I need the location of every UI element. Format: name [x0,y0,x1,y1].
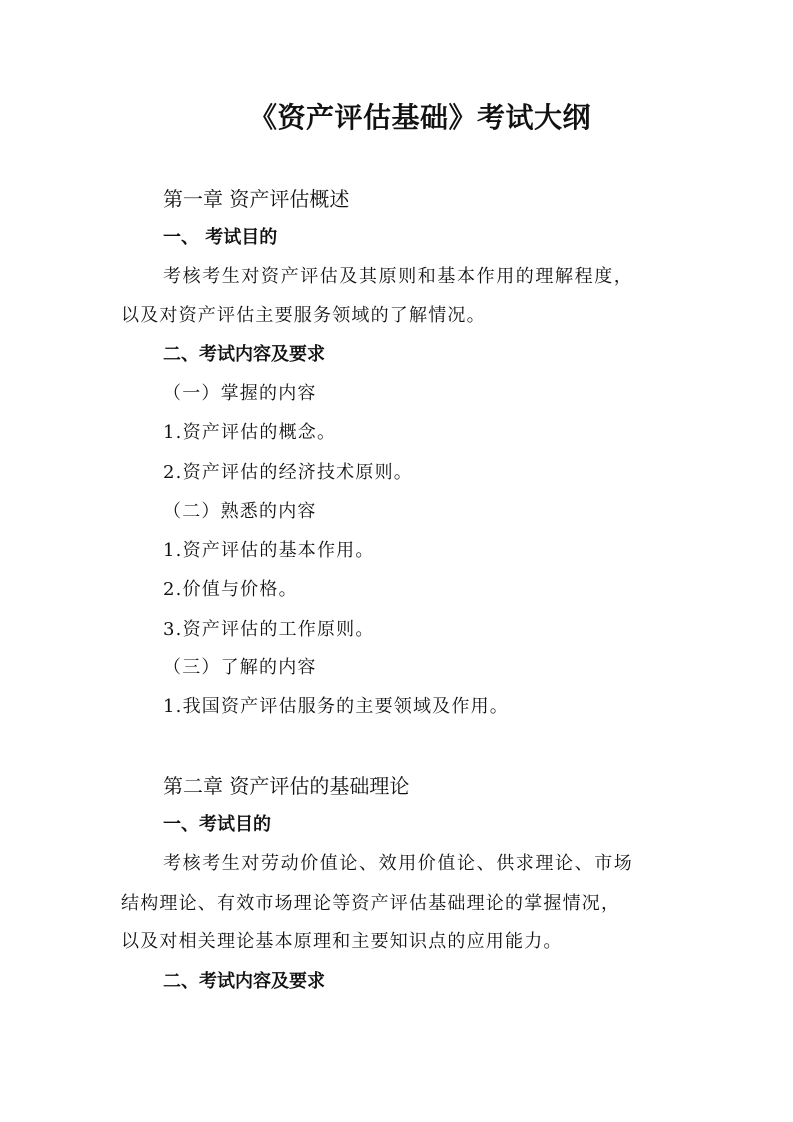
chapter-1-master-item: 1.资产评估的概念。 [163,422,337,443]
chapter-1-heading: 第一章 资产评估概述 [163,187,350,211]
chapter-2-purpose-text-line-2: 结构理论、有效市场理论等资产评估基础理论的掌握情况， [121,893,621,914]
chapter-1-master-heading: （一）掌握的内容 [163,383,317,404]
chapter-1-purpose-text-line-1: 考核考生对资产评估及其原则和基本作用的理解程度， [163,266,634,287]
chapter-2-purpose-text-line-1: 考核考生对劳动价值论、效用价值论、供求理论、市场 [163,853,634,874]
chapter-2-purpose-text-line-3: 以及对相关理论基本原理和主要知识点的应用能力。 [121,931,563,952]
chapter-1-familiar-item: 2.价值与价格。 [163,579,298,600]
chapter-1-understand-heading: （三）了解的内容 [163,657,317,678]
chapter-1-understand-item: 1.我国资产评估服务的主要领域及作用。 [163,696,509,717]
chapter-1-purpose-heading: 一、 考试目的 [163,227,278,248]
chapter-2-heading: 第二章 资产评估的基础理论 [163,774,410,798]
chapter-2-purpose-heading: 一、考试目的 [163,814,271,835]
chapter-2-content-heading: 二、考试内容及要求 [163,971,325,992]
chapter-1-purpose-text-line-2: 以及对资产评估主要服务领域的了解情况。 [121,305,486,326]
document-title: 《资产评估基础》考试大纲 [248,101,591,134]
chapter-1-familiar-item: 3.资产评估的工作原则。 [163,619,375,640]
chapter-1-master-item: 2.资产评估的经济技术原则。 [163,462,413,483]
chapter-1-familiar-item: 1.资产评估的基本作用。 [163,540,375,561]
chapter-1-content-heading: 二、考试内容及要求 [163,344,325,365]
chapter-1-familiar-heading: （二）熟悉的内容 [163,501,317,522]
